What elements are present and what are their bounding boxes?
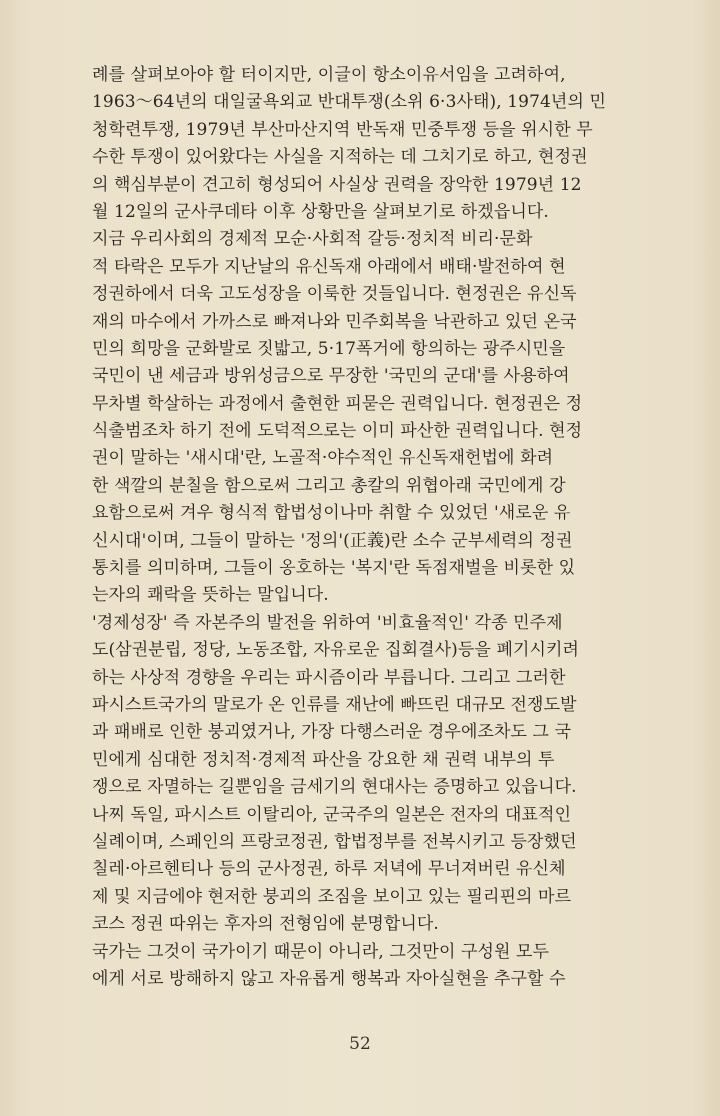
text-line: 신시대'이며, 그들이 말하는 '정의'(正義)란 소수 군부세력의 정권 — [92, 530, 573, 551]
text-line: 무차별 학살하는 과정에서 출현한 피묻은 권력입니다. 현정권은 정 — [92, 393, 583, 414]
text-line: 쟁으로 자멸하는 길뿐임을 금세기의 현대사는 증명하고 있읍니다. — [92, 777, 577, 798]
text-line: 국가는 그것이 국가이기 때문이 아니라, 그것만이 구성원 모두 — [92, 941, 550, 962]
text-line: 에게 서로 방해하지 않고 자유롭게 행복과 자아실현을 추구할 수 — [92, 968, 566, 989]
text-line: 국민이 낸 세금과 방위성금으로 무장한 '국민의 군대'를 사용하여 — [92, 366, 570, 387]
text-line: 수한 투쟁이 있어왔다는 사실을 지적하는 데 그치기로 하고, 현정권 — [92, 147, 588, 168]
text-line: 한 색깔의 분칠을 함으로써 그리고 총칼의 위협아래 국민에게 강 — [92, 475, 566, 496]
text-line: 월 12일의 군사쿠데타 이후 상황만을 살펴보기로 하겠읍니다. — [92, 201, 549, 222]
text-line: 제 및 지금에야 현저한 붕괴의 조짐을 보이고 있는 필리핀의 마르 — [92, 886, 572, 907]
text-line: 파시스트국가의 말로가 온 인류를 재난에 빠뜨린 대규모 전쟁도발 — [92, 694, 577, 715]
text-line: 정권하에서 더욱 고도성장을 이룩한 것들입니다. 현정권은 유신독 — [92, 284, 577, 305]
text-line: 지금 우리사회의 경제적 모순·사회적 갈등·정치적 비리·문화 — [92, 229, 533, 250]
text-line: 례를 살펴보아야 할 터이지만, 이글이 항소이유서임을 고려하여, — [92, 65, 566, 85]
text-line: 식출범조차 하기 전에 도덕적으로는 이미 파산한 권력입니다. 현정 — [92, 421, 583, 442]
text-line: 실례이며, 스페인의 프랑코정권, 합법정부를 전복시키고 등장했던 — [92, 831, 577, 852]
text-line: 는자의 쾌락을 뜻하는 말입니다. — [92, 585, 329, 606]
text-line: '경제성장' 즉 자본주의 발전을 위하여 '비효율적인' 각종 민주제 — [92, 612, 563, 633]
text-line: 청학련투쟁, 1979년 부산마산지역 반독재 민중투쟁 등을 위시한 무 — [92, 119, 593, 140]
text-line: 권이 말하는 '새시대'란, 노골적·야수적인 유신독재헌법에 화려 — [92, 448, 554, 469]
text-line: 과 패배로 인한 붕괴였거나, 가장 다행스러운 경우에조차도 그 국 — [92, 722, 572, 743]
text-line: 도(삼권분립, 정당, 노동조합, 자유로운 집회결사)등을 폐기시키려 — [92, 640, 580, 661]
text-line: 하는 사상적 경향을 우리는 파시즘이라 부릅니다. 그리고 그러한 — [92, 667, 566, 688]
text-line: 칠레·아르헨티나 등의 군사정권, 하루 저녁에 무너져버린 유신체 — [92, 859, 566, 880]
text-line: 민의 희망을 군화발로 짓밟고, 5·17폭거에 항의하는 광주시민을 — [92, 338, 566, 359]
text-line: 재의 마수에서 가까스로 빠져나와 민주회복을 낙관하고 있던 온국 — [92, 311, 577, 332]
text-line: 코스 정권 따위는 후자의 전형임에 분명합니다. — [92, 914, 439, 935]
text-line: 민에게 심대한 정치적·경제적 파산을 강요한 채 권력 내부의 투 — [92, 749, 555, 770]
text-line: 의 핵심부분이 견고히 형성되어 사실상 권력을 장악한 1979년 12 — [92, 174, 582, 195]
text-line: 요함으로써 겨우 형식적 합법성이나마 취할 수 있었던 '새로운 유 — [92, 503, 571, 524]
page-number: 52 — [349, 1034, 371, 1054]
text-line: 나찌 독일, 파시스트 이탈리아, 군국주의 일본은 전자의 대표적인 — [92, 804, 572, 825]
text-line: 적 타락은 모두가 지난날의 유신독재 아래에서 배태·발전하여 현 — [92, 256, 566, 277]
body-text — [92, 62, 658, 993]
text-line: 1963～64년의 대일굴욕외교 반대투쟁(소위 6·3사태), 1974년의 민 — [92, 92, 606, 113]
text-line: 통치를 의미하며, 그들이 옹호하는 '복지'란 독점재벌을 비롯한 있 — [92, 558, 576, 579]
